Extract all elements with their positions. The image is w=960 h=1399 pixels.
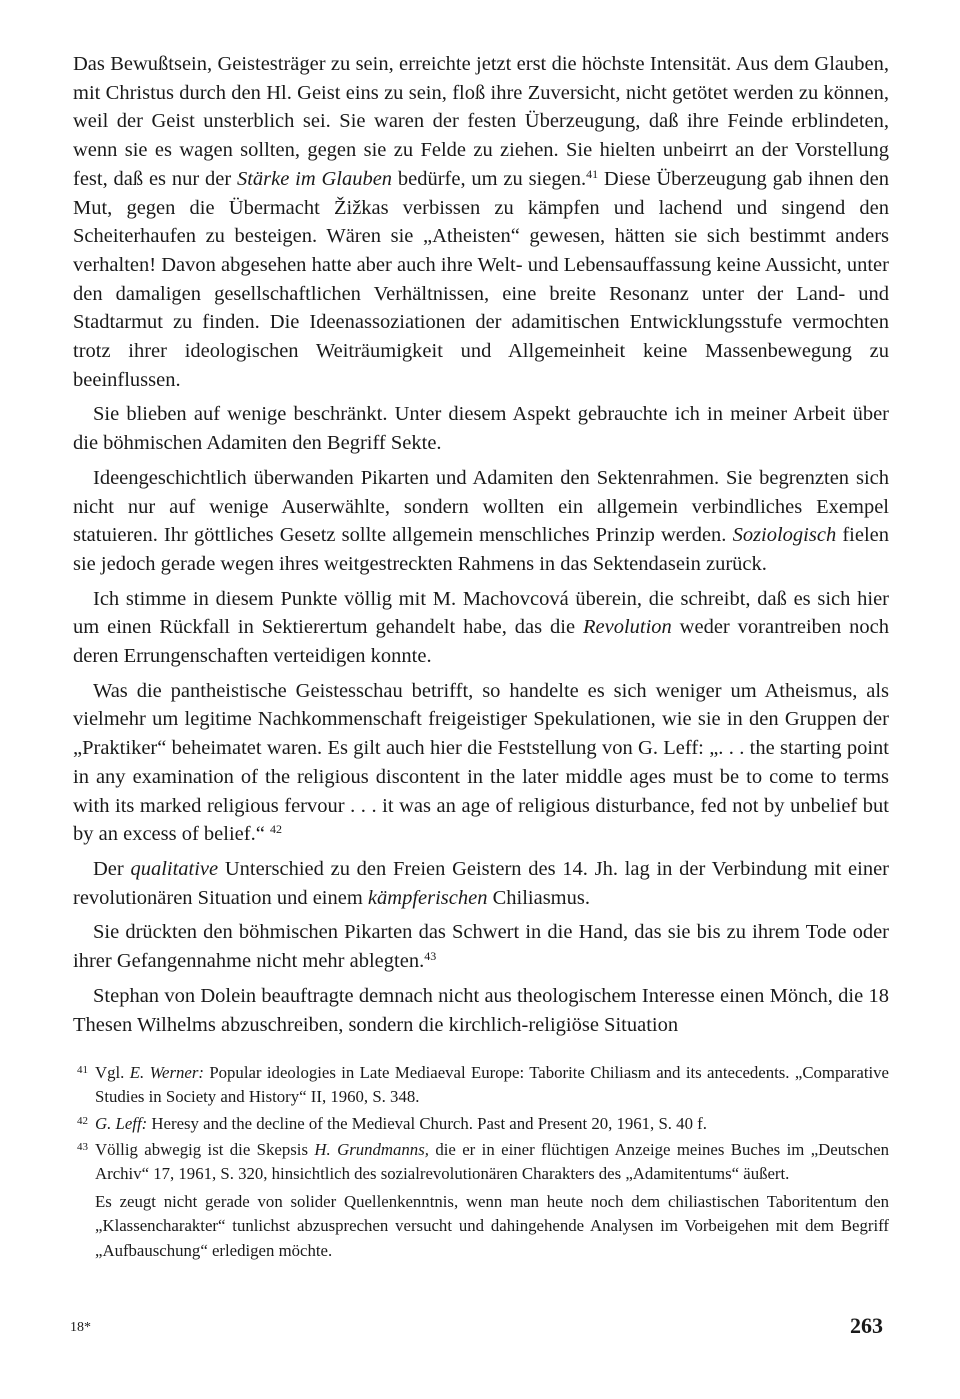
main-text	[73, 50, 889, 1039]
text-span: Heresy and the decline of the Medieval Church. Past and Present 20, 1961, S. 40 f.	[147, 1113, 707, 1133]
paragraph	[73, 677, 889, 849]
footnote-number: 42	[77, 1114, 88, 1127]
text-span: die er in einer flüchtigen Anzeige meines Buches im „Deutschen Archiv“ 17, 1961, S. 320, hinsichtlich des sozialrevolutionären Charakters des „Adamitentums“ äußert.	[95, 1139, 889, 1184]
text-span: Was die pantheistische Geistesschau betrifft, so handelte es sich weniger um Atheismus, als vielmehr um legitime Nachkommenschaft freigeistiger Spekulationen, wie sie in den Gruppen der „Praktiker“ beheimatet waren. Es gilt auch hier die Feststellung von G. Leff: „. . . the starting point in any examination of the religious discontent in the later middle ages must be to come to terms with its marked religious fervour . . . it was an age of religious disturbance, fed not by unbelief but by an excess of belief.“	[73, 679, 889, 846]
text-span: Sie blieben auf wenige beschränkt. Unter diesem Aspekt gebrauchte ich in meiner Arbeit über die böhmischen Adamiten den Begriff Sekte.	[73, 403, 889, 455]
paragraph	[73, 464, 889, 579]
text-span: Ideengeschichtlich überwanden Pikarten und Adamiten den Sektenrahmen. Sie begrenzten sich nicht nur auf wenige Auserwählte, sondern wollten ein allgemein verbindliches Exempel statuieren. Ihr göttliches Gesetz sollte allgemein menschliches Prinzip werden.	[73, 466, 889, 547]
sheet-signature: 18*	[70, 1320, 91, 1335]
page-body	[73, 50, 889, 1265]
text-span: weder vorantreiben noch deren Errungenschaften verteidigen konnte.	[73, 616, 889, 668]
text-span: Es zeugt nicht gerade von solider Quellenkenntnis, wenn man heute noch dem chiliastischen Taboritentum den „Klassencharakter“ tunlichst abzusprechen versucht und dahingehende Analysen im Vorbeigehen mit dem Begriff „Aufbauschung“ erledigen möchte.	[95, 1192, 889, 1260]
italic-span: kämpferischen	[367, 886, 488, 909]
text-span: Vgl.	[95, 1063, 130, 1083]
footnote-ref: 42	[269, 822, 282, 837]
footnote-number: 41	[77, 1064, 88, 1077]
footnote-ref: 41	[586, 166, 599, 181]
footnote	[73, 1138, 889, 1186]
text-span: Diese Überzeugung gab ihnen den Mut, gegen die Übermacht Žižkas verbissen zu kämpfen und lachend und singend den Scheiterhaufen zu besteigen. Wären sie „Atheisten“ gewesen, hätten sie sich bestimmt anders verhalten! Davon abgesehen hatte aber auch ihre Welt- und Lebensauffassung keine Aussicht, unter den damaligen gesellschaftlichen Verhältnissen, eine breite Resonanz unter der Land- und Stadtarmut zu finden. Die Ideenassoziationen der adamitischen Entwicklungsstufe vermochten trotz ihrer ideologischen Weiträumigkeit und Allgemeinheit keine Massenbewegung zu beeinflussen.	[73, 167, 889, 391]
italic-span: E. Werner:	[129, 1063, 204, 1083]
italic-span: G. Leff:	[95, 1113, 148, 1133]
italic-span: Revolution	[582, 616, 672, 639]
italic-span: H. Grundmanns,	[314, 1139, 429, 1159]
text-span: Das Bewußtsein, Geistesträger zu sein, erreichte jetzt erst die höchste Intensität. Aus dem Glauben, mit Christus durch den Hl. Geist eins zu sein, floß ihre Zuversicht, nicht getötet werden zu können, weil der Geist unsterblich sei. Sie waren der festen Überzeugung, daß ihre Feinde erblindeten, wenn sie es wagen sollten, gegen sie zu Felde zu ziehen. Sie hielten unbeirrt an der Vorstellung fest, daß es nur der	[73, 53, 889, 190]
footnote	[73, 1112, 889, 1136]
text-span: Sie drückten den böhmischen Pikarten das Schwert in die Hand, das sie bis zu ihrem Tode oder ihrer Gefangennahme nicht mehr ablegten.	[73, 921, 889, 973]
paragraph	[73, 918, 889, 975]
text-span: Völlig abwegig ist die Skepsis	[95, 1139, 315, 1159]
italic-span: Soziologisch	[732, 524, 837, 547]
text-span: Unterschied zu den Freien Geistern des 14. Jh. lag in der Verbindung mit einer revolutionären Situation und einem	[73, 857, 890, 909]
page-number: 263	[850, 1313, 883, 1338]
text-span: Popular ideologies in Late Mediaeval Europe: Taborite Chiliasm and its antecedents. „Comparative Studies in Society and History“ II, 1960, S. 348.	[95, 1063, 889, 1107]
footnote	[73, 1061, 889, 1109]
paragraph	[73, 855, 889, 912]
italic-span: Stärke im Glauben	[236, 167, 393, 190]
text-span: Stephan von Dolein beauftragte demnach nicht aus theologischem Interesse einen Mönch, die 18 Thesen Wilhelms abzuschreiben, sondern die kirchlich-religiöse Situation	[73, 984, 889, 1036]
text-span: Chiliasmus.	[487, 886, 590, 909]
footnote-number: 43	[77, 1140, 88, 1153]
footnote	[73, 1190, 889, 1263]
paragraph	[73, 585, 889, 671]
paragraph	[73, 50, 889, 394]
text-span: Der	[93, 857, 131, 880]
paragraph	[73, 400, 889, 457]
paragraph	[73, 982, 889, 1039]
footnotes	[73, 1061, 889, 1263]
text-span: bedürfe, um zu siegen.	[392, 167, 587, 190]
text-span: Ich stimme in diesem Punkte völlig mit M. Machovcová überein, die schreibt, daß es sich hier um einen Rückfall in Sektierertum gehandelt habe, das die	[73, 587, 889, 639]
text-span: fielen sie jedoch gerade wegen ihres weitgestreckten Rahmens in das Sektendasein zurück.	[73, 524, 889, 575]
italic-span: qualitative	[130, 857, 219, 880]
footnote-ref: 43	[424, 949, 437, 964]
